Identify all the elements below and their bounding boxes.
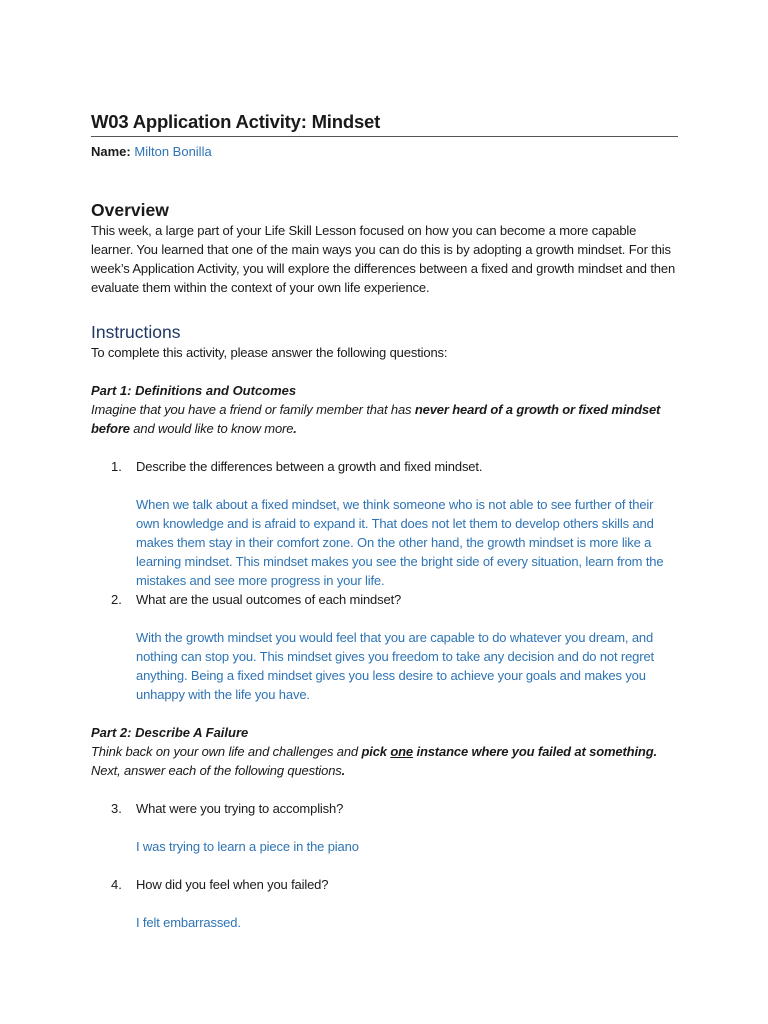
question-text: Describe the differences between a growth and fixed mindset. <box>136 459 483 474</box>
part1-desc-c: and would like to know more <box>129 421 294 436</box>
name-value: Milton Bonilla <box>134 144 212 159</box>
part2-desc-f: . <box>341 763 346 778</box>
part2-desc-d: instance where you failed at something. <box>413 744 657 759</box>
part2-desc-b: pick <box>361 744 391 759</box>
question-number: 3. <box>111 801 122 816</box>
name-label: Name: <box>91 144 131 159</box>
part2-heading: Part 2: Describe A Failure <box>91 725 249 740</box>
instructions-text: To complete this activity, please answer the following questions: <box>91 345 448 360</box>
question-text: What are the usual outcomes of each mindset? <box>136 592 402 607</box>
question-2 <box>91 590 678 704</box>
part2-desc-c: one <box>390 744 414 759</box>
question-number: 4. <box>111 877 122 892</box>
question-3 <box>91 799 678 856</box>
part1-heading: Part 1: Definitions and Outcomes <box>91 383 297 398</box>
part1-description <box>91 400 678 438</box>
part1-desc-b: never heard of a growth or fixed mindset before <box>91 402 661 436</box>
answer-text: I was trying to learn a piece in the piano <box>136 839 359 854</box>
question-1 <box>91 457 678 590</box>
part1-desc-a: Imagine that you have a friend or family member that has <box>91 402 415 417</box>
overview-text: This week, a large part of your Life Skill Lesson focused on how you can become a more capable learner. You learned that one of the main ways you can do this is by adopting a growth mindset. For this week’s Application Activity, you will explore the differences between a fixed and growth mindset and then evaluate them within the context of your own life experience. <box>91 223 676 295</box>
name-line <box>91 143 678 161</box>
part2-desc-e: Next, answer each of the following questions <box>91 763 342 778</box>
question-text: What were you trying to accomplish? <box>136 801 344 816</box>
question-4 <box>91 875 678 932</box>
part1-desc-d: . <box>293 421 297 436</box>
question-number: 2. <box>111 592 122 607</box>
instructions-heading: Instructions <box>91 322 181 342</box>
part2-desc-a: Think back on your own life and challenges and <box>91 744 362 759</box>
question-number: 1. <box>111 459 122 474</box>
answer-text: With the growth mindset you would feel that you are capable to do whatever you dream, and nothing can stop you. This mindset gives you freedom to take any decision and do not regret anything. Being a fixed mindset gives you less desire to achieve your goals and makes you unhappy with the life you have. <box>136 630 654 702</box>
part2-description <box>91 742 678 780</box>
answer-text: When we talk about a fixed mindset, we think someone who is not able to see further of their own knowledge and is afraid to expand it. That does not let them to develop others skills and makes them stay in their comfort zone. On the other hand, the growth mindset is more like a learning mindset. This mindset makes you see the bright side of every situation, learn from the mistakes and see more progress in your life. <box>136 497 664 588</box>
question-text: How did you feel when you failed? <box>136 877 329 892</box>
document-page <box>91 110 678 932</box>
answer-text: I felt embarrassed. <box>136 915 241 930</box>
overview-heading: Overview <box>91 200 169 220</box>
document-title: W03 Application Activity: Mindset <box>91 110 678 137</box>
